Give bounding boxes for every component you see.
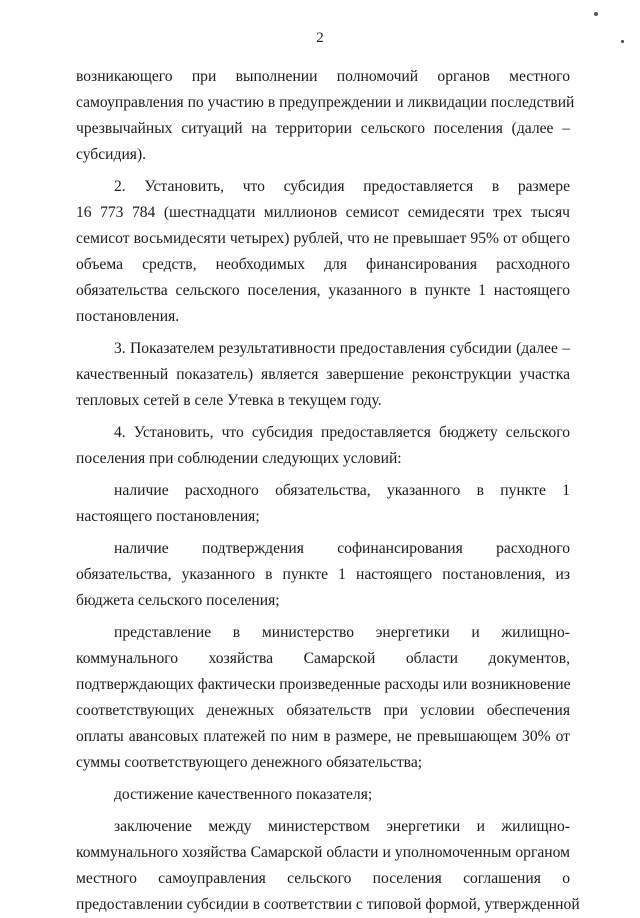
text-line: 2. Установить, что субсидия предоставляется в размере: [114, 178, 570, 195]
text-line: 3. Показателем результативности предоставления субсидии (далее –: [114, 340, 570, 357]
text-line: обязательства, указанного в пункте 1 настоящего постановления, из: [76, 566, 570, 583]
text-line: обязательства сельского поселения, указанного в пункте 1 настоящего: [76, 282, 570, 299]
text-line: заключение между министерством энергетики и жилищно-: [114, 818, 570, 835]
text-line: объема средств, необходимых для финансирования расходного: [76, 256, 570, 273]
paragraph: [76, 478, 570, 530]
text-line: предоставлении субсидии в соответствии с типовой формой, утвержденной: [76, 896, 580, 913]
paragraph: [76, 782, 570, 808]
text-line: 16 773 784 (шестнадцати миллионов семисот семидесяти трех тысяч: [76, 204, 570, 221]
text-line: чрезвычайных ситуаций на территории сельского поселения (далее –: [76, 120, 570, 137]
text-line: суммы соответствующего денежного обязательства;: [76, 754, 423, 771]
document-body: [76, 64, 580, 918]
text-line: поселения при соблюдении следующих условий:: [76, 450, 402, 467]
paragraph: [76, 814, 580, 918]
text-line: качественный показатель) является завершение реконструкции участка: [76, 366, 570, 383]
text-line: коммунального хозяйства Самарской области и уполномоченным органом: [76, 844, 570, 861]
paragraph: [76, 174, 570, 330]
text-line: возникающего при выполнении полномочий органов местного: [76, 68, 570, 85]
text-line: достижение качественного показателя;: [114, 786, 373, 803]
text-line: настоящего постановления;: [76, 508, 260, 525]
text-line: семисот восьмидесяти четырех) рублей, что не превышает 95% от общего: [76, 230, 570, 247]
text-line: местного самоуправления сельского поселения соглашения о: [76, 870, 570, 887]
text-line: 4. Установить, что субсидия предоставляется бюджету сельского: [114, 424, 570, 441]
text-line: наличие подтверждения софинансирования расходного: [114, 540, 570, 557]
text-line: постановления.: [76, 308, 180, 325]
text-line: подтверждающих фактически произведенные расходы или возникновение: [76, 676, 571, 693]
text-line: наличие расходного обязательства, указанного в пункте 1: [114, 482, 570, 499]
text-line: субсидия).: [76, 146, 147, 163]
text-line: бюджета сельского поселения;: [76, 592, 280, 609]
text-line: коммунального хозяйства Самарской области документов,: [76, 650, 570, 667]
page-number: 2: [316, 30, 324, 46]
text-line: представление в министерство энергетики и жилищно-: [114, 624, 570, 641]
paragraph: [76, 420, 570, 472]
text-line: самоуправления по участию в предупреждении и ликвидации последствий: [76, 94, 575, 111]
paragraph: [76, 336, 570, 414]
scan-mark: [594, 12, 598, 16]
text-line: тепловых сетей в селе Утевка в текущем году.: [76, 392, 382, 409]
paragraph: [76, 64, 575, 168]
paragraph: [76, 620, 570, 776]
text-line: оплаты авансовых платежей по ним в размере, не превышающем 30% от: [76, 728, 570, 745]
text-line: соответствующих денежных обязательств при условии обеспечения: [76, 702, 570, 719]
paragraph: [76, 536, 570, 614]
